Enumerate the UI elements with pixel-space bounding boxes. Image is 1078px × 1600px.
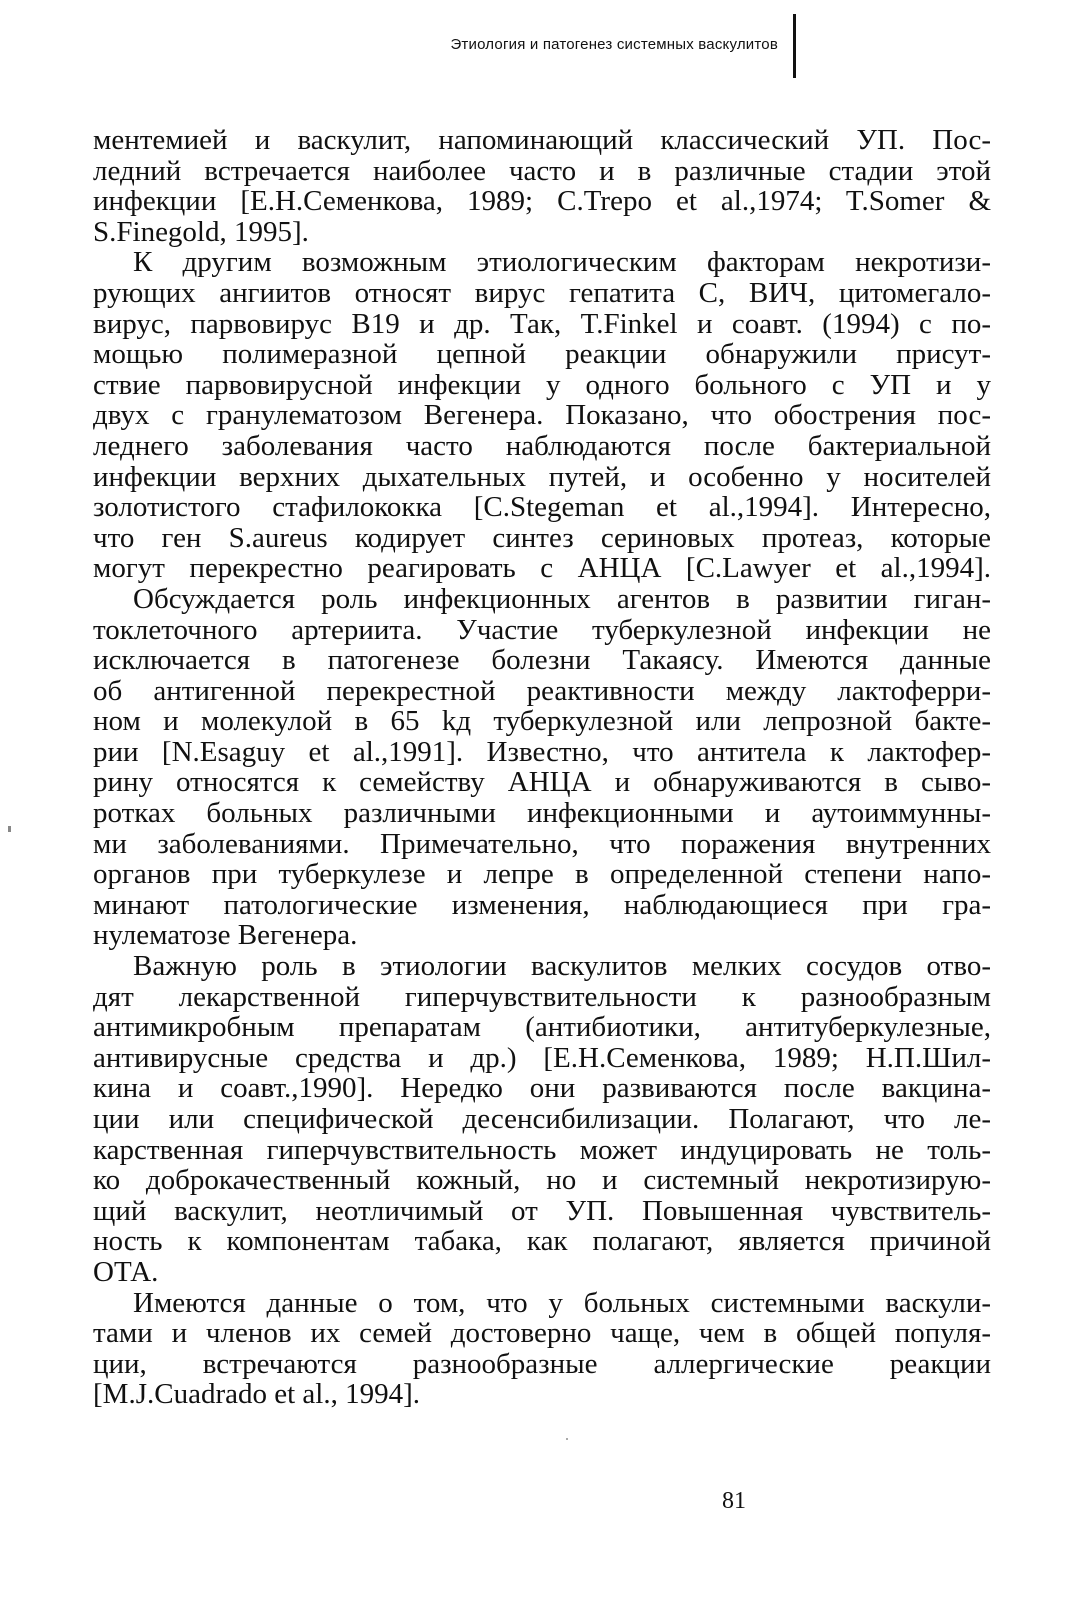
text-line: органов при туберкулезе и лепре в определенной степени напо- bbox=[93, 858, 991, 891]
margin-mark bbox=[8, 826, 11, 832]
text-line: дят лекарственной гиперчувствительности к разнообразным bbox=[93, 980, 991, 1013]
text-line: токлеточного артериита. Участие туберкулезной инфекции не bbox=[93, 613, 991, 646]
scan-speck bbox=[566, 1438, 568, 1440]
text-line: нулематозе Вегенера. bbox=[93, 919, 358, 952]
text-line: могут перекрестно реагировать с АНЦА [C.Lawyer et al.,1994]. bbox=[93, 552, 991, 585]
text-line: мощью полимеразной цепной реакции обнаружили присут- bbox=[93, 338, 991, 371]
text-line: карственная гиперчувствительность может индуцировать не толь- bbox=[93, 1133, 991, 1166]
text-line: ность к компонентам табака, как полагают, является причиной bbox=[93, 1225, 991, 1258]
paragraph-3 bbox=[93, 951, 991, 1288]
text-line: ОТА. bbox=[93, 1255, 159, 1288]
text-line: двух с гранулематозом Вегенера. Показано, что обострения пос- bbox=[93, 399, 991, 432]
text-line: золотистого стафилококка [C.Stegeman et al.,1994]. Интересно, bbox=[93, 491, 991, 524]
text-line: щий васкулит, неотличимый от УП. Повышенная чувствитель- bbox=[93, 1194, 991, 1227]
text-line: ми заболеваниями. Примечательно, что поражения внутренних bbox=[93, 827, 991, 860]
text-line: ментемией и васкулит, напоминающий классический УП. Пос- bbox=[93, 124, 991, 156]
text-line: рующих ангиитов относят вирус гепатита С, ВИЧ, цитомегало- bbox=[93, 276, 991, 309]
text-line: К другим возможным этиологическим факторам некротизи- bbox=[133, 246, 991, 279]
text-line: рину относятся к семейству АНЦА и обнаруживаются в сыво- bbox=[93, 766, 991, 799]
text-line: Имеются данные о том, что у больных системными васкули- bbox=[133, 1286, 991, 1319]
text-line: ции или специфической десенсибилизации. Полагают, что ле- bbox=[93, 1103, 991, 1135]
text-line: [M.J.Cuadrado et al., 1994]. bbox=[93, 1378, 420, 1411]
text-line: антивирусные средства и др.) [Е.Н.Семенкова, 1989; Н.П.Шил- bbox=[93, 1041, 991, 1074]
text-line: исключается в патогенезе болезни Такаясу. Имеются данные bbox=[93, 644, 991, 677]
text-line: ном и молекулой в 65 kд туберкулезной или лепрозной бакте- bbox=[93, 705, 991, 738]
text-line: ко доброкачественный кожный, но и системный некротизирую- bbox=[93, 1164, 991, 1197]
text-line: ствие парвовирусной инфекции у одного больного с УП и у bbox=[93, 368, 991, 401]
paragraph-1 bbox=[93, 125, 991, 247]
text-line: Важную роль в этиологии васкулитов мелких сосудов отво- bbox=[133, 950, 991, 983]
text-line: инфекции верхних дыхательных путей, и особенно у носителей bbox=[93, 460, 991, 493]
text-line: инфекции [Е.Н.Семенкова, 1989; C.Trepo et al.,1974; T.Somer & bbox=[93, 185, 991, 218]
text-line: леднего заболевания часто наблюдаются после бактериальной bbox=[93, 429, 991, 462]
text-line: рии [N.Esaguy et al.,1991]. Известно, что антитела к лактофер- bbox=[93, 735, 991, 768]
text-line: антимикробным препаратам (антибиотики, антитуберкулезные, bbox=[93, 1011, 991, 1044]
text-line: кина и соавт.,1990]. Нередко они развиваются после вакцина- bbox=[93, 1072, 991, 1105]
text-line: ротках больных различными инфекционными и аутоиммунны- bbox=[93, 797, 991, 830]
paragraph-4 bbox=[93, 1288, 991, 1410]
text-line: об антигенной перекрестной реактивности между лактоферри- bbox=[93, 674, 991, 707]
text-line: вирус, парвовирус В19 и др. Так, T.Finkel и соавт. (1994) с по- bbox=[93, 307, 991, 340]
text-line: S.Finegold, 1995]. bbox=[93, 215, 309, 248]
text-line: что ген S.aureus кодирует синтез сериновых протеаз, которые bbox=[93, 521, 991, 554]
text-line: Обсуждается роль инфекционных агентов в развитии гиган- bbox=[133, 582, 991, 615]
header-rule bbox=[793, 14, 796, 78]
body-text bbox=[93, 125, 991, 1410]
page-number: 81 bbox=[722, 1488, 746, 1514]
paragraph-2 bbox=[93, 247, 991, 951]
running-head: Этиология и патогенез системных васкулитов bbox=[450, 36, 778, 53]
text-line: минают патологические изменения, наблюдающиеся при гра- bbox=[93, 888, 991, 921]
text-line: ледний встречается наиболее часто и в различные стадии этой bbox=[93, 154, 991, 187]
text-line: ции, встречаются разнообразные аллергические реакции bbox=[93, 1347, 991, 1380]
text-line: тами и членов их семей достоверно чаще, чем в общей популя- bbox=[93, 1317, 991, 1350]
